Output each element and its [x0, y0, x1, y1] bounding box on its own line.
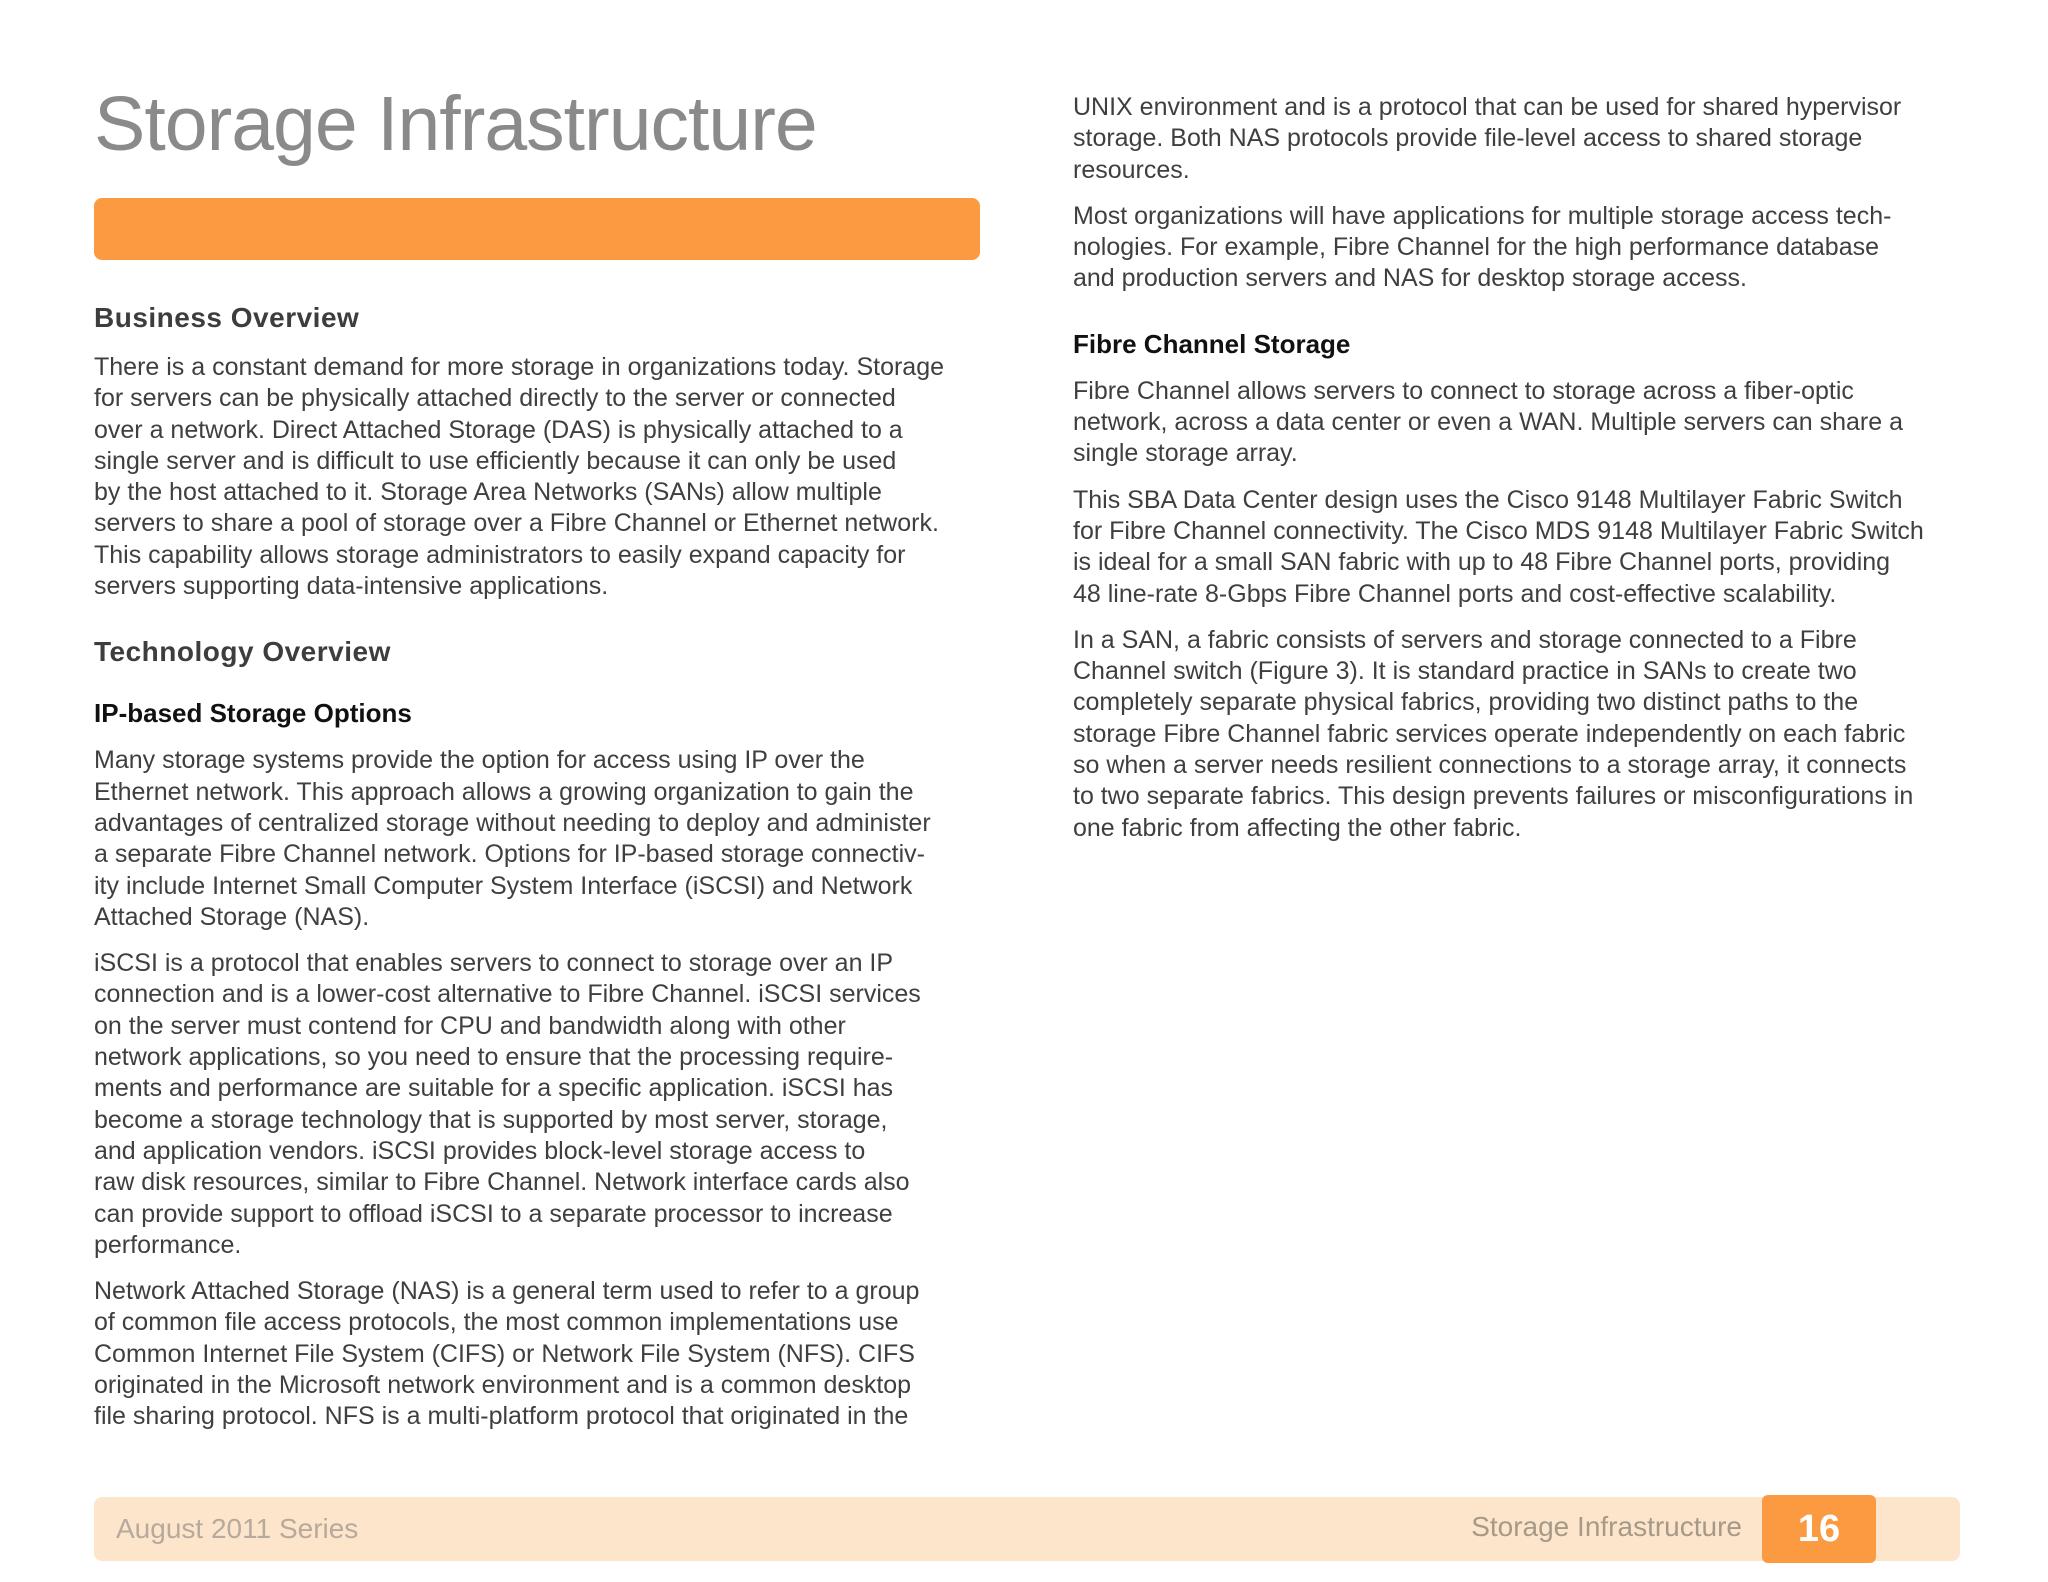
nas-paragraph: Network Attached Storage (NAS) is a general term used to refer to a group of common file access protocols, the most common implementations use Common Internet File System (CIFS) or Network File System (NFS). CIFS originated in the Microsoft network environment and is a common desktop file sharing protocol. NFS is a multi-platform protocol that originated in the — [94, 1277, 920, 1431]
san-fabric-paragraph: In a SAN, a fabric consists of servers and storage connected to a Fibre Channel switch (Figure 3). It is standard practice in SANs to create two completely separate physical fabrics, providing two distinct paths to the storage Fibre Channel fabric services operate independently on each fabric so when a server needs resilient connections to a storage array, it connects to two separate fabrics. This design prevents failures or misconfigurations in one fabric from affecting the other fabric. — [1073, 625, 1914, 842]
iscsi-paragraph: iSCSI is a protocol that enables servers to connect to storage over an IP connection and is a lower-cost alternative to Fibre Channel. iSCSI services on the server must contend for CPU and bandwidth along with other network applications, so you need to ensure that the processing require- ments and performance are suitable for a specific application. iSCSI has become a storage technology that is supported by most server, storage, and application vendors. iSCSI provides block-level storage access to raw disk resources, similar to Fibre Channel. Network interface cards also can provide support to offload iSCSI to a separate processor to increase performance. — [94, 949, 921, 1259]
business-overview-heading: Business Overview — [94, 302, 360, 333]
storage-access-paragraph: Most organizations will have applications for multiple storage access tech- nologies. For example, Fibre Channel for the high performance database and production servers and NAS for desktop storage access. — [1073, 201, 1892, 293]
left-column — [94, 302, 994, 1433]
nas-continued-paragraph: UNIX environment and is a protocol that can be used for shared hypervisor storage. Both NAS protocols provide file-level access to shared storage resources. — [1073, 93, 1902, 184]
business-overview-paragraph: There is a constant demand for more storage in organizations today. Storage for servers can be physically attached directly to the server or connected over a network. Direct Attached Storage (DAS) is physically attached to a single server and is difficult to use efficiently because it can only be used by the host attached to it. Storage Area Networks (SANs) allow multiple servers to share a pool of storage over a Fibre Channel or Ethernet network. This capability allows storage administrators to easily expand capacity for servers supporting data-intensive applications. — [94, 353, 945, 601]
ip-storage-subheading: IP-based Storage Options — [94, 698, 412, 729]
technology-overview-heading: Technology Overview — [94, 636, 391, 668]
sba-design-paragraph: This SBA Data Center design uses the Cisco 9148 Multilayer Fabric Switch for Fibre Channel connectivity. The Cisco MDS 9148 Multilayer Fabric Switch is ideal for a small SAN fabric with up to 48 Fibre Channel ports, providing 48 line-rate 8-Gbps Fibre Channel ports and cost-effective scalability. — [1073, 485, 1924, 608]
title-accent-bar — [94, 198, 980, 260]
fibre-channel-subheading: Fibre Channel Storage — [1073, 328, 1351, 359]
fibre-channel-paragraph: Fibre Channel allows servers to connect to storage across a fiber-optic network, across a data center or even a WAN. Multiple servers can share a single storage array. — [1073, 376, 1903, 468]
right-column — [1073, 92, 1973, 844]
page-title: Storage Infrastructure — [94, 81, 817, 167]
footer-section-title: Storage Infrastructure — [1471, 1511, 1742, 1542]
page-number: 16 — [1762, 1495, 1876, 1563]
ip-storage-paragraph: Many storage systems provide the option for access using IP over the Ethernet network. This approach allows a growing organization to gain the advantages of centralized storage without needing to deploy and administer a separate Fibre Channel network. Options for IP-based storage connectiv- ity include Internet Small Computer System Interface (iSCSI) and Network Attached Storage (NAS). — [94, 746, 931, 931]
footer-series: August 2011 Series — [116, 1513, 359, 1544]
